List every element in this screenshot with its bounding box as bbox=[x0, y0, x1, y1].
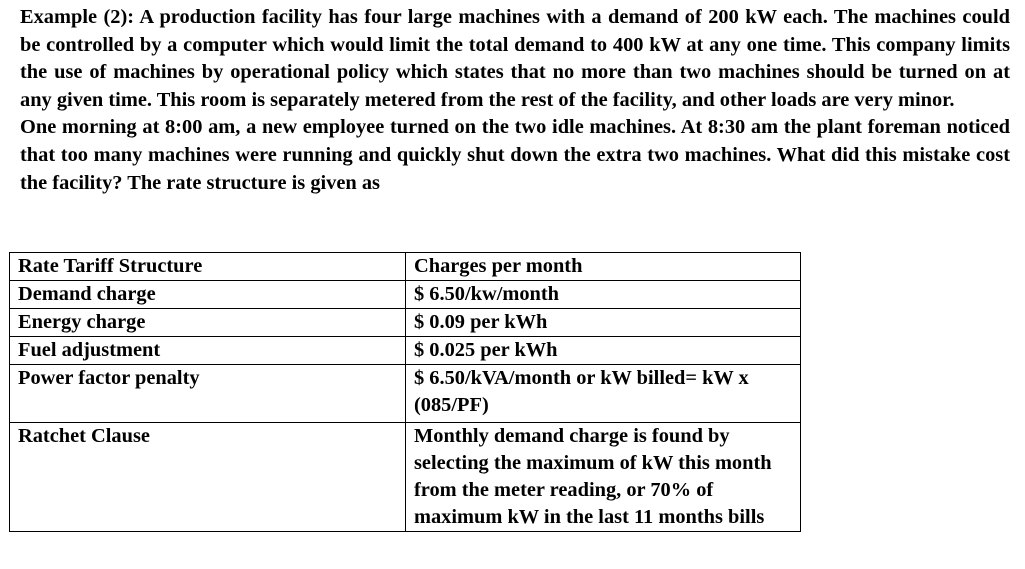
problem-paragraph-1: Example (2): A production facility has four large machines with a demand of 200 kW each. The machines could be controlled by a computer which would limit the total demand to 400 kW at any one time. This company limits the use of machines by operational policy which states that no more than two machines should be turned on at any given time. This room is separately metered from the rest of the facility, and other loads are very minor. bbox=[20, 6, 1010, 111]
table-cell-value: $ 0.025 per kWh bbox=[406, 337, 801, 365]
table-cell-label: Energy charge bbox=[10, 309, 406, 337]
header-cell-charges: Charges per month bbox=[406, 253, 801, 281]
header-cell-structure: Rate Tariff Structure bbox=[10, 253, 406, 281]
table-row bbox=[10, 309, 801, 337]
table-row bbox=[10, 365, 801, 423]
table-row bbox=[10, 281, 801, 309]
table-cell-label: Demand charge bbox=[10, 281, 406, 309]
rate-tariff-table bbox=[9, 252, 801, 532]
table-cell-value: $ 6.50/kVA/month or kW billed= kW x (085/PF) bbox=[406, 365, 801, 423]
table-cell-value: $ 0.09 per kWh bbox=[406, 309, 801, 337]
problem-statement bbox=[20, 4, 1010, 197]
table-cell-label: Power factor penalty bbox=[10, 365, 406, 423]
table-header-row bbox=[10, 253, 801, 281]
table-row bbox=[10, 423, 801, 532]
table-cell-label: Ratchet Clause bbox=[10, 423, 406, 532]
table-cell-label: Fuel adjustment bbox=[10, 337, 406, 365]
problem-paragraph-2: One morning at 8:00 am, a new employee turned on the two idle machines. At 8:30 am the plant foreman noticed that too many machines were running and quickly shut down the extra two machines. What did this mistake cost the facility? The rate structure is given as bbox=[20, 116, 1010, 194]
table-row bbox=[10, 337, 801, 365]
table-cell-value: $ 6.50/kw/month bbox=[406, 281, 801, 309]
table-cell-value: Monthly demand charge is found by selecting the maximum of kW this month from the meter reading, or 70% of maximum kW in the last 11 months bills bbox=[406, 423, 801, 532]
